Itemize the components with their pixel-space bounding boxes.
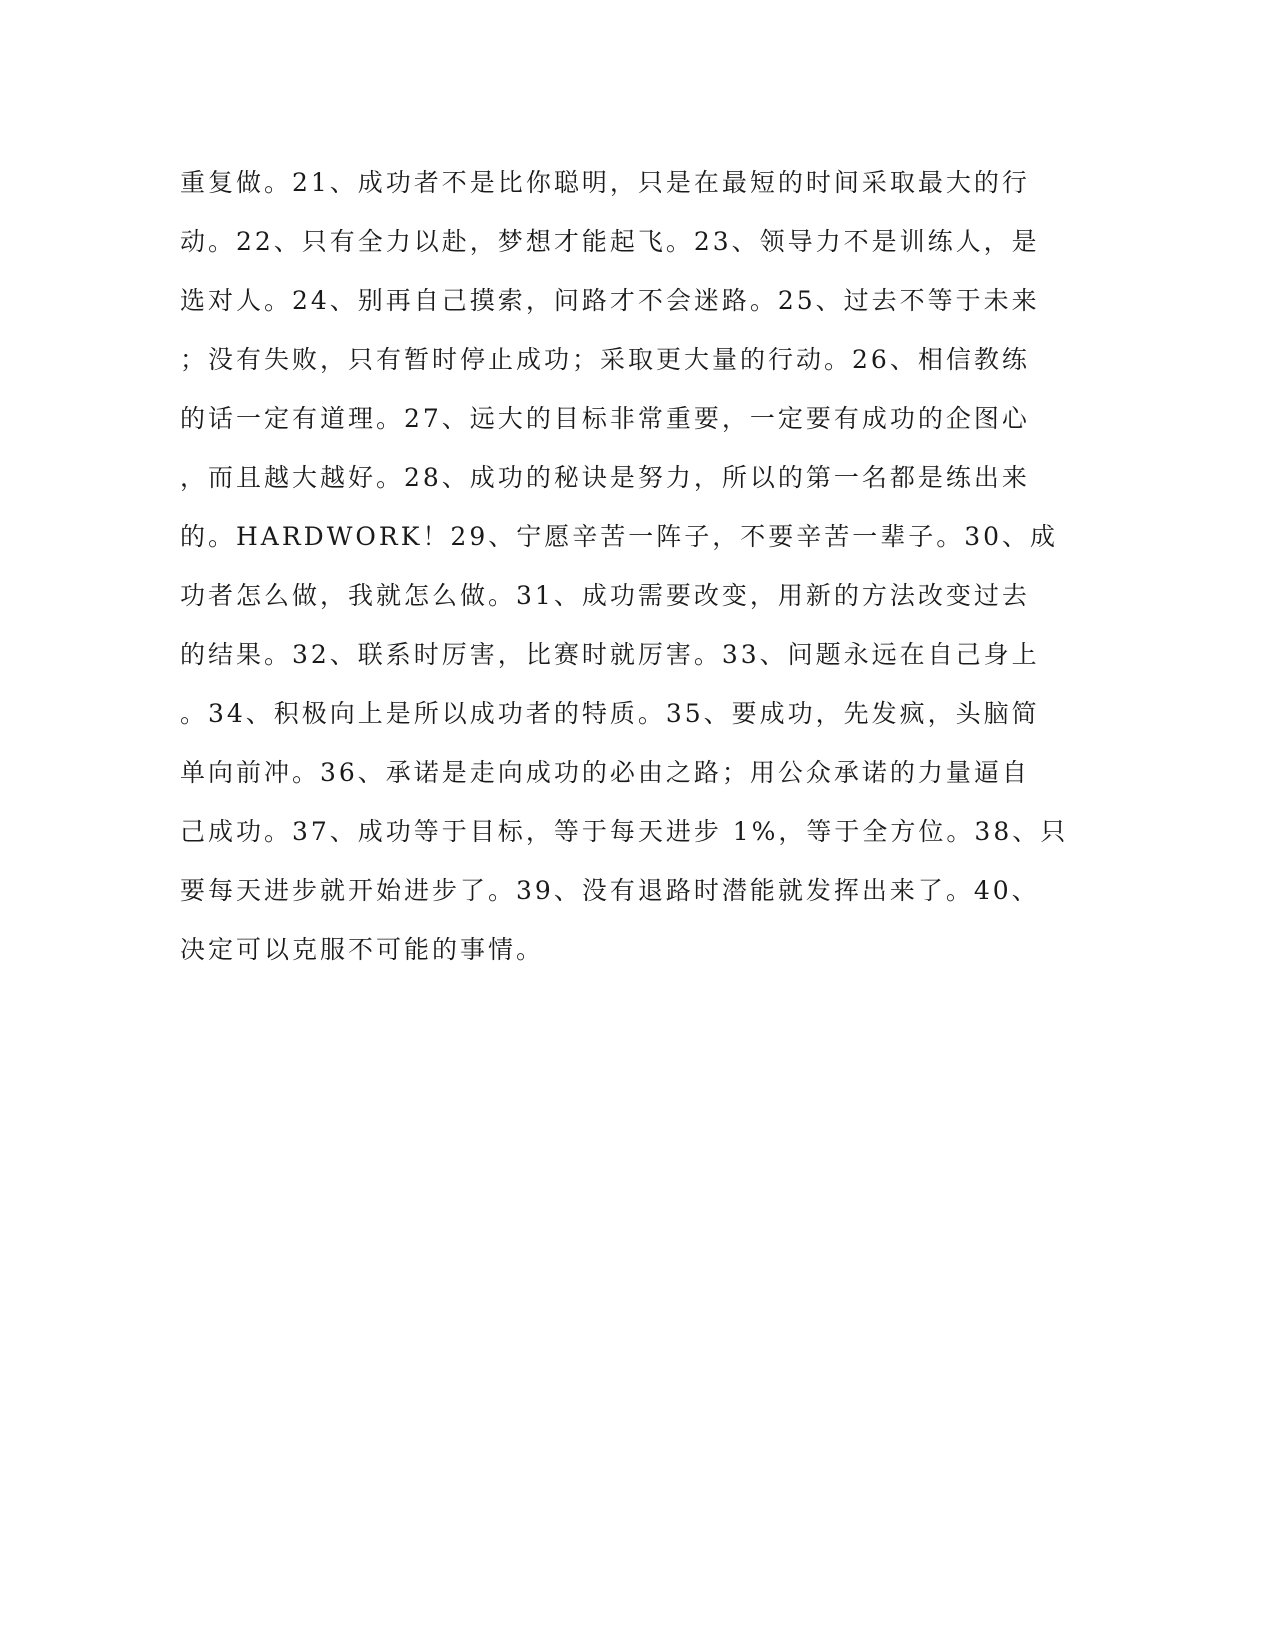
- text-line: ；没有失败，只有暂时停止成功；采取更大量的行动。26、相信教练: [180, 345, 1030, 374]
- body-text: [180, 160, 1069, 986]
- text-line: 单向前冲。36、承诺是走向成功的必由之路；用公众承诺的力量逼自: [180, 758, 1030, 787]
- text-line: 选对人。24、别再自己摸索，问路才不会迷路。25、过去不等于未来: [180, 286, 1040, 315]
- text-line: ，而且越大越好。28、成功的秘诀是努力，所以的第一名都是练出来: [180, 463, 1030, 492]
- text-line: 。34、积极向上是所以成功者的特质。35、要成功，先发疯，头脑简: [180, 699, 1040, 728]
- text-line: 决定可以克服不可能的事情。: [180, 935, 545, 964]
- text-line: 功者怎么做，我就怎么做。31、成功需要改变，用新的方法改变过去: [180, 581, 1030, 610]
- text-line: 的结果。32、联系时厉害，比赛时就厉害。33、问题永远在自己身上: [180, 640, 1040, 669]
- text-line: 要每天进步就开始进步了。39、没有退路时潜能就发挥出来了。40、: [180, 876, 1040, 905]
- text-line: 的。HARDWORK！29、宁愿辛苦一阵子，不要辛苦一辈子。30、成: [180, 522, 1059, 551]
- text-line: 的话一定有道理。27、远大的目标非常重要，一定要有成功的企图心: [180, 404, 1030, 433]
- text-line: 动。22、只有全力以赴，梦想才能起飞。23、领导力不是训练人，是: [180, 227, 1040, 256]
- text-line: 己成功。37、成功等于目标，等于每天进步 1%，等于全方位。38、只: [180, 817, 1069, 846]
- text-line: 重复做。21、成功者不是比你聪明，只是在最短的时间采取最大的行: [180, 168, 1030, 197]
